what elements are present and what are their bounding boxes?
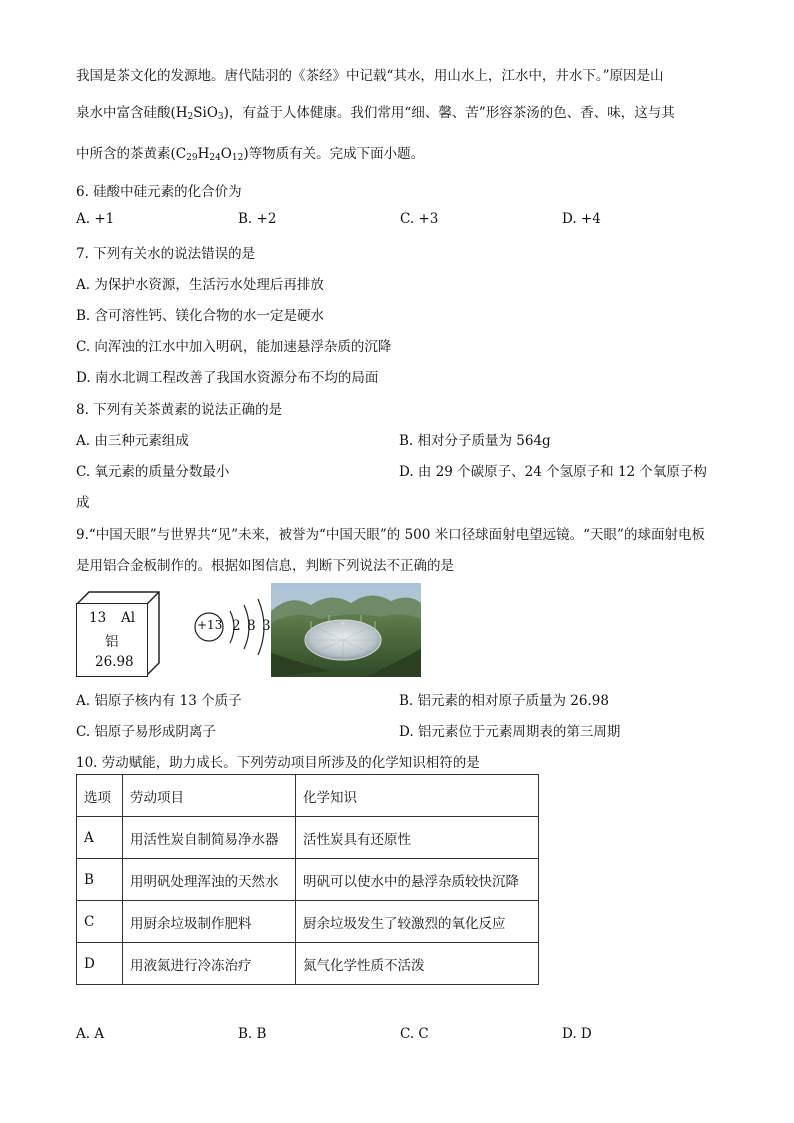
intro-line-3: [76, 142, 424, 163]
q8-option-a[interactable]: A. 由三种元素组成: [76, 433, 189, 449]
q9-option-b[interactable]: B. 铝元素的相对原子质量为 26.98: [399, 693, 609, 709]
table-cell: 用厨余垃圾制作肥料: [123, 901, 296, 943]
q10-option-a[interactable]: A. A: [76, 1026, 105, 1042]
table-header-cell: 化学知识: [296, 775, 539, 817]
table-cell: C: [77, 901, 123, 943]
q9-stem-line-2: 是用铝合金板制作的。根据如图信息，判断下列说法不正确的是: [76, 558, 454, 574]
q7-option-a[interactable]: A. 为保护水资源，生活污水处理后再排放: [76, 277, 324, 293]
q6-option-a[interactable]: A. +1: [76, 211, 115, 227]
intro-text: SiO: [193, 105, 218, 121]
intro-text: 泉水中富含硅酸(H: [76, 105, 188, 121]
table-cell: 用明矾处理浑浊的天然水: [123, 859, 296, 901]
q8-stem: 8. 下列有关茶黄素的说法正确的是: [76, 402, 283, 418]
q8-option-d[interactable]: D. 由 29 个碳原子、24 个氢原子和 12 个氧原子构: [399, 464, 707, 480]
shell-2-electrons: 8: [247, 618, 256, 634]
table-row: [77, 817, 539, 859]
atomic-number: 13: [89, 610, 107, 626]
q6-option-d[interactable]: D. +4: [562, 211, 601, 227]
intro-line-1: 我国是茶文化的发源地。唐代陆羽的《茶经》中记载“其水，用山水上，江水中，井水下。”原因是山: [76, 68, 664, 84]
q6-option-c[interactable]: C. +3: [400, 211, 439, 227]
q7-option-c[interactable]: C. 向浑浊的江水中加入明矾，能加速悬浮杂质的沉降: [76, 339, 392, 355]
table-header-cell: 选项: [77, 775, 123, 817]
atom-structure-diagram: [192, 593, 272, 663]
q9-stem-line-1: 9.“中国天眼”与世界共“见”未来，被誉为“中国天眼”的 500 米口径球面射电望远镜。“天眼”的球面射电板: [76, 527, 705, 543]
telescope-image-icon: [271, 583, 421, 677]
element-symbol: Al: [121, 610, 136, 626]
q6-option-b[interactable]: B. +2: [238, 211, 277, 227]
periodic-cell-face: [76, 603, 148, 677]
shell-1-electrons: 2: [232, 618, 241, 634]
intro-text: H: [197, 146, 210, 162]
q10-option-b[interactable]: B. B: [238, 1026, 267, 1042]
q8-option-c[interactable]: C. 氧元素的质量分数最小: [76, 464, 230, 480]
subscript: 24: [209, 153, 221, 163]
q7-stem: 7. 下列有关水的说法错误的是: [76, 246, 256, 262]
intro-text: 中所含的茶黄素(C: [76, 146, 187, 162]
periodic-table-cell: [76, 591, 160, 677]
table-cell: D: [77, 943, 123, 985]
table-cell: 活性炭具有还原性: [296, 817, 539, 859]
q8-option-d-continuation: 成: [76, 495, 90, 511]
q10-option-d[interactable]: D. D: [562, 1026, 592, 1042]
fast-telescope-photo: [271, 583, 421, 677]
table-row: [77, 943, 539, 985]
table-row: [77, 901, 539, 943]
subscript: 29: [186, 153, 198, 163]
q8-option-b[interactable]: B. 相对分子质量为 564g: [399, 433, 551, 449]
q9-option-c[interactable]: C. 铝原子易形成阴离子: [76, 724, 216, 740]
table-header-cell: 劳动项目: [123, 775, 296, 817]
subscript: 3: [217, 112, 224, 122]
intro-text: O: [220, 146, 232, 162]
q9-option-a[interactable]: A. 铝原子核内有 13 个质子: [76, 693, 242, 709]
q10-option-c[interactable]: C. C: [400, 1026, 429, 1042]
subscript: 12: [231, 153, 244, 163]
q10-stem: 10. 劳动赋能，助力成长。下列劳动项目所涉及的化学知识相符的是: [76, 755, 480, 771]
element-name: 铝: [105, 634, 119, 650]
table-cell: B: [77, 859, 123, 901]
shell-3-electrons: 3: [262, 618, 271, 634]
intro-text: )，有益于人体健康。我们常用“细、馨、苦”形容茶汤的色、香、味，这与其: [223, 105, 675, 121]
table-cell: A: [77, 817, 123, 859]
subscript: 2: [187, 112, 194, 122]
q7-option-b[interactable]: B. 含可溶性钙、镁化合物的水一定是硬水: [76, 308, 325, 324]
intro-text: )等物质有关。完成下面小题。: [243, 146, 425, 162]
table-row: [77, 859, 539, 901]
table-cell: 氮气化学性质不活泼: [296, 943, 539, 985]
q9-option-d[interactable]: D. 铝元素位于元素周期表的第三周期: [399, 724, 621, 740]
atomic-mass: 26.98: [95, 654, 134, 670]
table-header-row: [77, 775, 539, 817]
intro-line-2: [76, 101, 675, 122]
q10-table: [76, 774, 539, 985]
q6-stem: 6. 硅酸中硅元素的化合价为: [76, 184, 242, 200]
table-cell: 厨余垃圾发生了较激烈的氧化反应: [296, 901, 539, 943]
nucleus-charge: +13: [197, 618, 223, 632]
table-cell: 用液氮进行冷冻治疗: [123, 943, 296, 985]
q7-option-d[interactable]: D. 南水北调工程改善了我国水资源分布不均的局面: [76, 370, 379, 386]
table-cell: 明矾可以使水中的悬浮杂质较快沉降: [296, 859, 539, 901]
table-cell: 用活性炭自制简易净水器: [123, 817, 296, 859]
